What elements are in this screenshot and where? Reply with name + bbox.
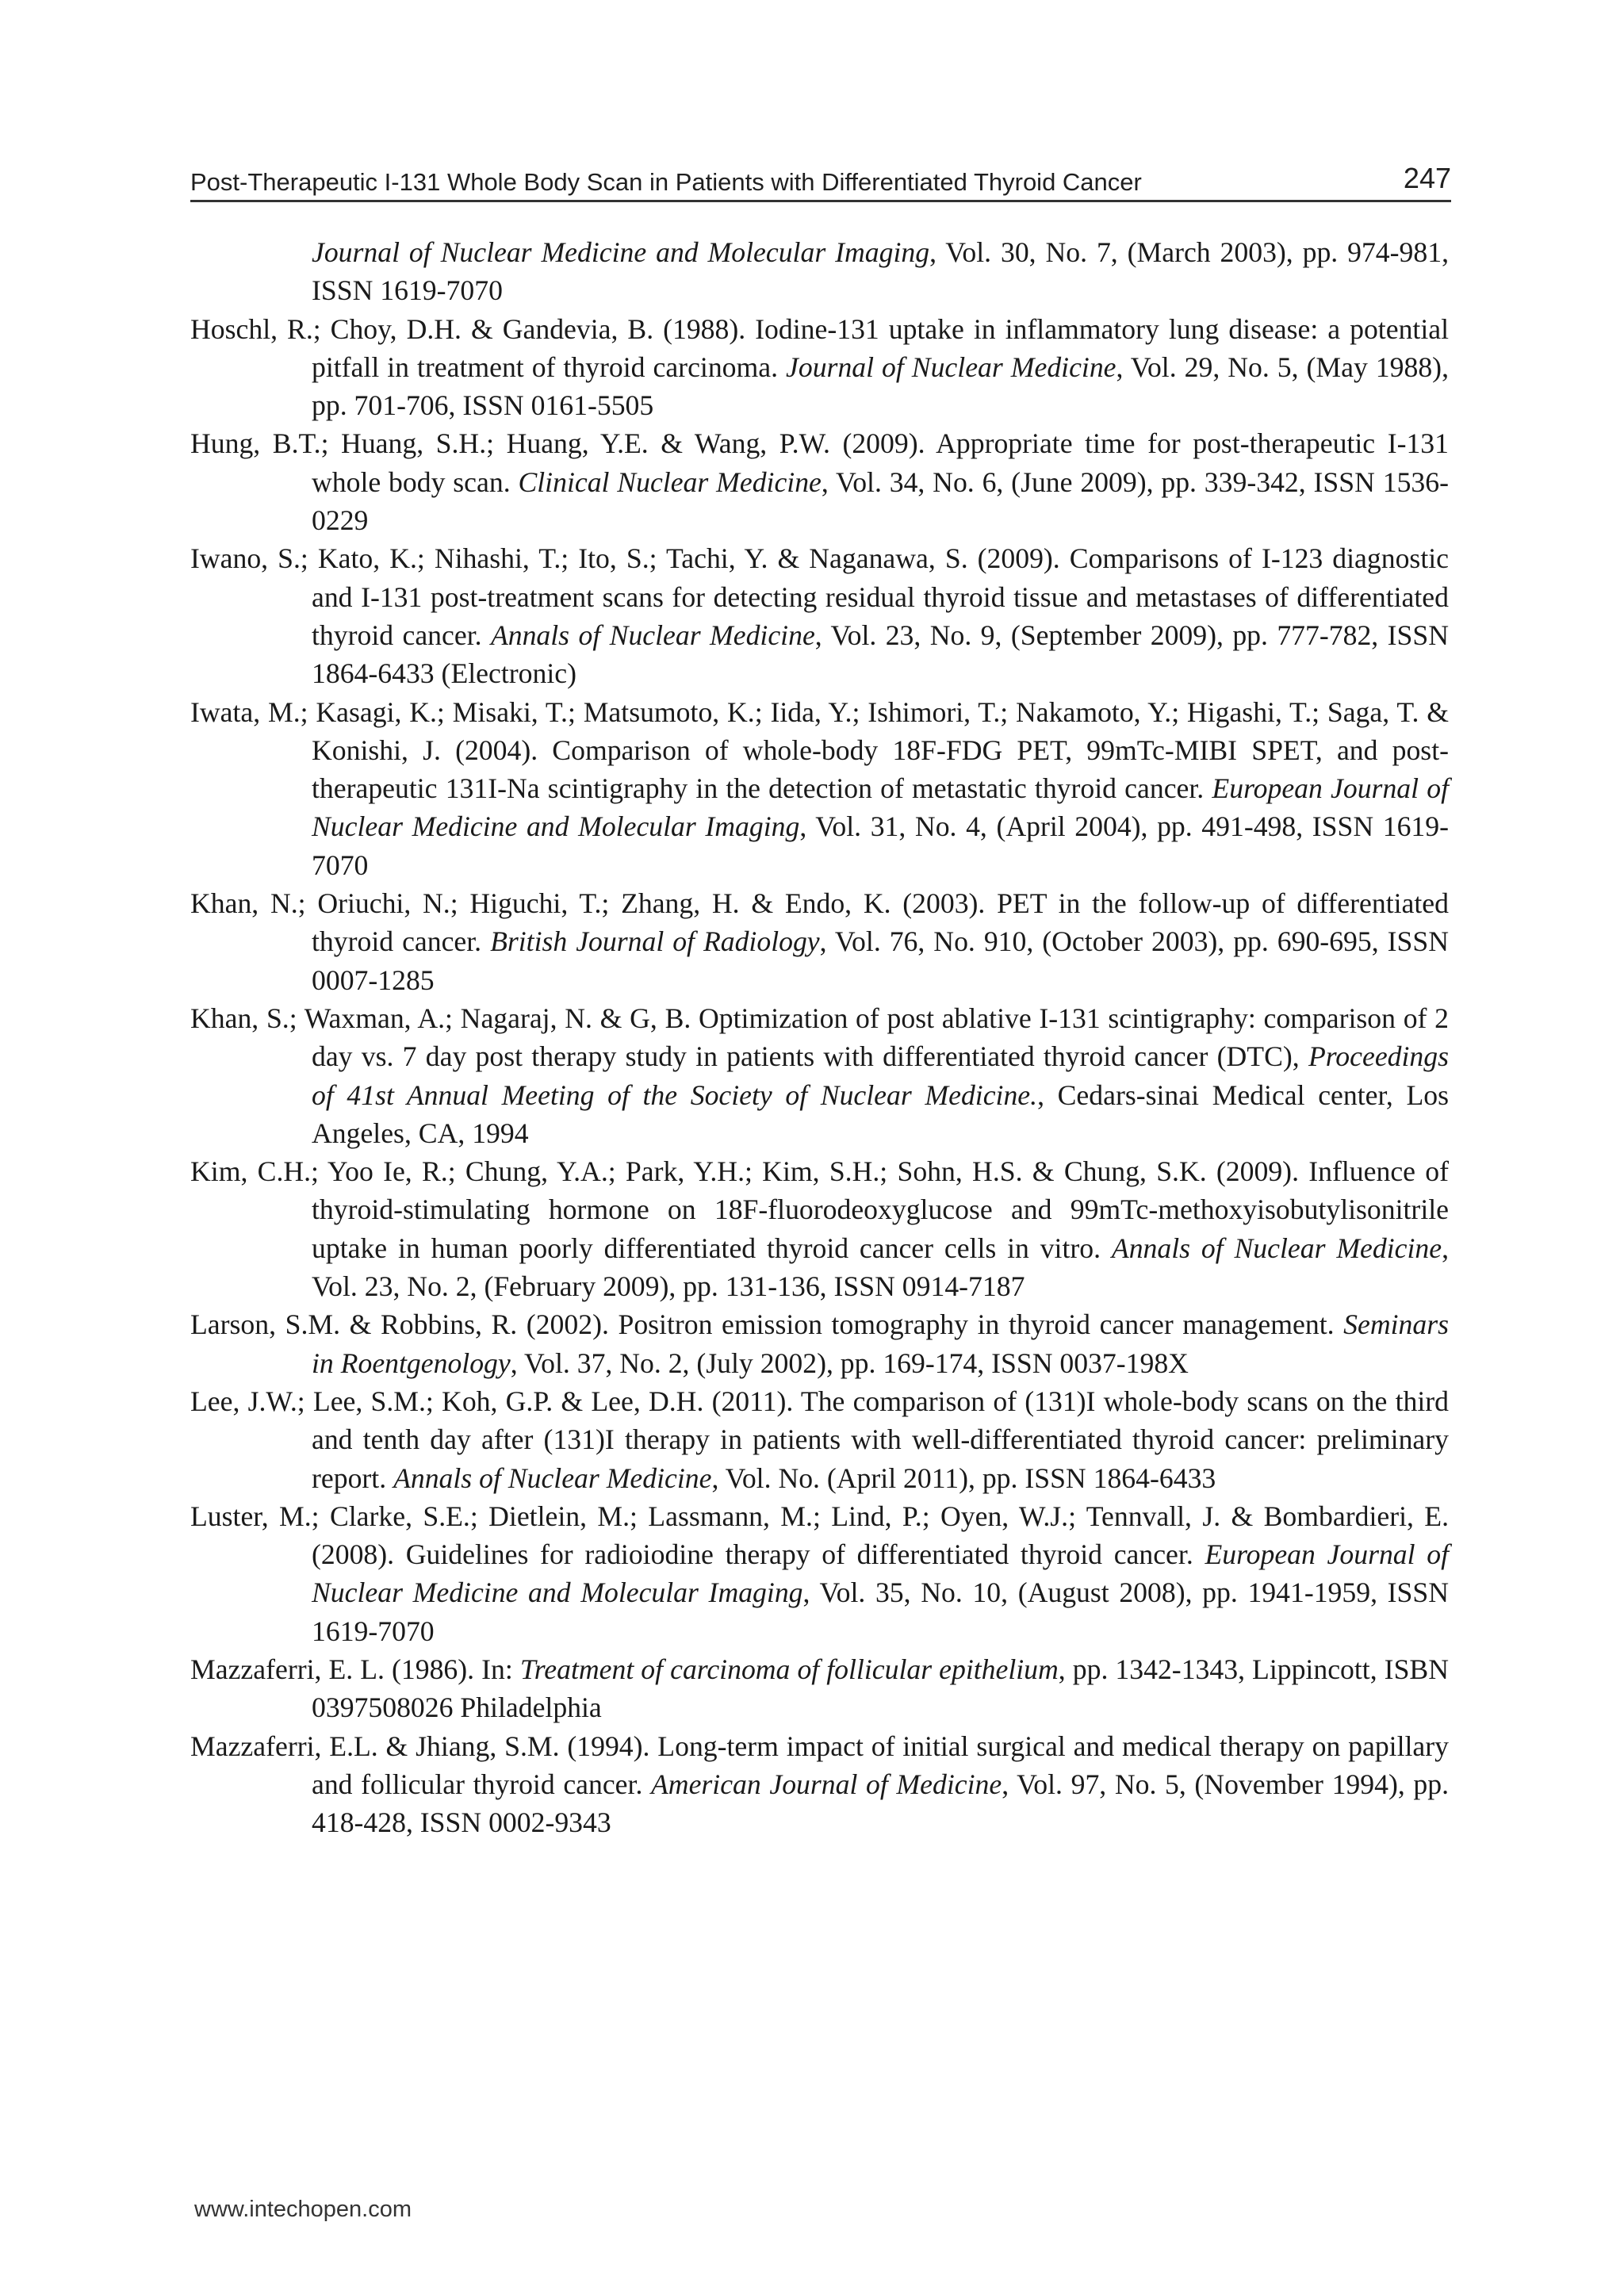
reference-text: , Vol. 23, No. 9, (September 2009), pp. 777-782, ISSN 1864-6433 (Electronic) xyxy=(312,619,1449,690)
reference-text: Hung, B.T.; Huang, S.H.; Huang, Y.E. & Wang, P.W. (2009). Appropriate time for post-therapeutic I-131 whole body scan. xyxy=(190,427,1449,498)
reference-source-title: Annals of Nuclear Medicine xyxy=(490,619,815,651)
reference-text: Khan, S.; Waxman, A.; Nagaraj, N. & G, B. Optimization of post ablative I-131 scintigraphy: comparison of 2 day vs. 7 day post therapy study in patients with differentiated thyroid cancer (DTC), xyxy=(190,1002,1449,1073)
reference-source-title: British Journal of Radiology xyxy=(490,925,820,958)
reference-source-title: Annals of Nuclear Medicine xyxy=(1111,1232,1442,1264)
reference-source-title: European Journal of Nuclear Medicine and Molecular Imaging xyxy=(312,772,1449,843)
reference-source-title: Proceedings of 41st Annual Meeting of the Society of Nuclear Medicine. xyxy=(312,1040,1449,1111)
reference-list xyxy=(190,233,1449,1841)
reference-text: , Vol. 76, No. 910, (October 2003), pp. 690-695, ISSN 0007-1285 xyxy=(312,925,1449,996)
reference-text: , Vol. 37, No. 2, (July 2002), pp. 169-174, ISSN 0037-198X xyxy=(510,1347,1189,1379)
reference-text: , Vol. 35, No. 10, (August 2008), pp. 1941-1959, ISSN 1619-7070 xyxy=(312,1576,1450,1647)
reference-text: , Cedars-sinai Medical center, Los Angeles, CA, 1994 xyxy=(312,1078,1450,1149)
reference-entry xyxy=(190,1650,1449,1727)
reference-text: Iwata, M.; Kasagi, K.; Misaki, T.; Matsumoto, K.; Iida, Y.; Ishimori, T.; Nakamoto, Y.; Higashi, T.; Saga, T. & Konishi, J. (2004). Comparison of whole-body 18F-FDG PET, 99mTc-MIBI SPET, and post-therapeutic 131I-Na scintigraphy in the detection of metastatic thyroid cancer. xyxy=(190,695,1449,805)
reference-source-title: Seminars in Roentgenology xyxy=(312,1308,1449,1379)
reference-text: Larson, S.M. & Robbins, R. (2002). Positron emission tomography in thyroid cancer management. xyxy=(190,1308,1344,1341)
reference-text: , Vol. 34, No. 6, (June 2009), pp. 339-342, ISSN 1536-0229 xyxy=(312,465,1449,537)
reference-source-title: Journal of Nuclear Medicine and Molecular Imaging xyxy=(312,236,930,268)
reference-entry xyxy=(190,424,1449,539)
reference-source-title: Clinical Nuclear Medicine xyxy=(518,465,822,498)
reference-source-title: Annals of Nuclear Medicine xyxy=(393,1462,712,1494)
reference-text: , Vol. 23, No. 2, (February 2009), pp. 131-136, ISSN 0914-7187 xyxy=(312,1232,1450,1303)
footer-url: www.intechopen.com xyxy=(194,2197,412,2222)
reference-entry-continued xyxy=(190,233,1449,310)
reference-text: , Vol. 31, No. 4, (April 2004), pp. 491-498, ISSN 1619-7070 xyxy=(312,810,1450,881)
reference-entry xyxy=(190,539,1449,692)
reference-source-title: Journal of Nuclear Medicine xyxy=(786,351,1116,383)
reference-entry xyxy=(190,1382,1449,1497)
reference-text: , Vol. 97, No. 5, (November 1994), pp. 418-428, ISSN 0002-9343 xyxy=(312,1768,1449,1839)
reference-text: Kim, C.H.; Yoo Ie, R.; Chung, Y.A.; Park, Y.H.; Kim, S.H.; Sohn, H.S. & Chung, S.K. (2009). Influence of thyroid-stimulating hormone on 18F-fluorodeoxyglucose and 99mTc-methoxyisobutylisonitrile uptake in human poorly differentiated thyroid cancer cells in vitro. xyxy=(190,1155,1449,1264)
reference-text: Iwano, S.; Kato, K.; Nihashi, T.; Ito, S.; Tachi, Y. & Naganawa, S. (2009). Comparisons of I-123 diagnostic and I-131 post-treatment scans for detecting residual thyroid tissue and metastases of differentiated thyroid cancer. xyxy=(190,542,1449,651)
reference-text: Khan, N.; Oriuchi, N.; Higuchi, T.; Zhang, H. & Endo, K. (2003). PET in the follow-up of differentiated thyroid cancer. xyxy=(190,887,1449,958)
reference-text: Hoschl, R.; Choy, D.H. & Gandevia, B. (1988). Iodine-131 uptake in inflammatory lung disease: a potential pitfall in treatment of thyroid carcinoma. xyxy=(190,312,1449,383)
reference-source-title: European Journal of Nuclear Medicine and Molecular Imaging xyxy=(312,1538,1450,1609)
reference-entry xyxy=(190,884,1449,999)
reference-text: Lee, J.W.; Lee, S.M.; Koh, G.P. & Lee, D.H. (2011). The comparison of (131)I whole-body scans on the third and tenth day after (131)I therapy in patients with well-differentiated thyroid cancer: preliminary report. xyxy=(190,1385,1449,1494)
reference-entry xyxy=(190,1727,1449,1842)
reference-entry xyxy=(190,1305,1449,1382)
reference-entry xyxy=(190,1152,1449,1305)
reference-text: , Vol. No. (April 2011), pp. ISSN 1864-6433 xyxy=(711,1462,1216,1494)
running-header xyxy=(190,155,1451,202)
running-title: Post-Therapeutic I-131 Whole Body Scan in Patients with Differentiated Thyroid Cancer xyxy=(190,168,1142,196)
reference-entry xyxy=(190,999,1449,1152)
reference-text: Luster, M.; Clarke, S.E.; Dietlein, M.; Lassmann, M.; Lind, P.; Oyen, W.J.; Tennvall, J. & Bombardieri, E. (2008). Guidelines for radioiodine therapy of differentiated thyroid cancer. xyxy=(190,1500,1449,1571)
reference-entry xyxy=(190,693,1449,884)
reference-text: Mazzaferri, E. L. (1986). In: xyxy=(190,1653,520,1685)
reference-source-title: Treatment of carcinoma of follicular epithelium xyxy=(519,1653,1059,1685)
reference-text: Mazzaferri, E.L. & Jhiang, S.M. (1994). Long-term impact of initial surgical and medical therapy on papillary and follicular thyroid cancer. xyxy=(190,1730,1449,1800)
reference-text: , pp. 1342-1343, Lippincott, ISBN 0397508026 Philadelphia xyxy=(312,1653,1449,1724)
reference-source-title: American Journal of Medicine xyxy=(651,1768,1002,1800)
reference-entry xyxy=(190,310,1449,425)
reference-text: , Vol. 30, No. 7, (March 2003), pp. 974-981, ISSN 1619-7070 xyxy=(312,236,1449,307)
reference-entry xyxy=(190,1497,1449,1650)
reference-text: , Vol. 29, No. 5, (May 1988), pp. 701-706, ISSN 0161-5505 xyxy=(312,351,1449,422)
page-number: 247 xyxy=(1403,162,1451,194)
